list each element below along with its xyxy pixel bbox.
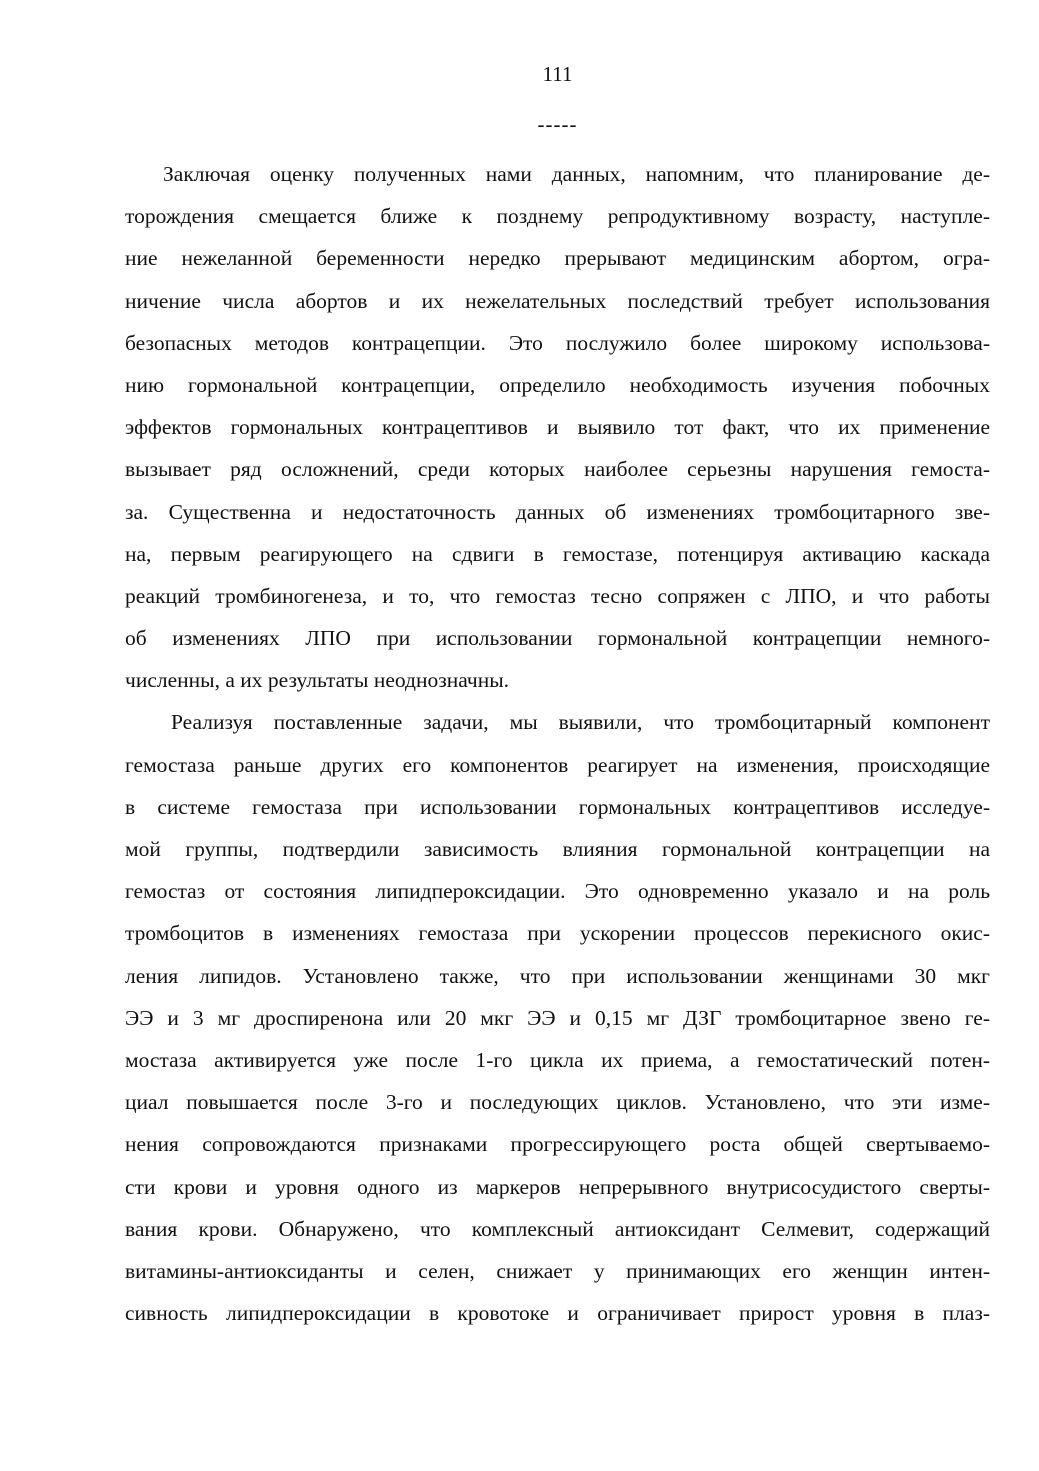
text-line: мостаза активируется уже после 1-го цикла их приема, а гемостатический потен- [125, 1047, 990, 1072]
text-line: Заключая оценку полученных нами данных, напомним, что планирование де- [163, 162, 990, 186]
text-line: ЭЭ и 3 мг дроспиренона или 20 мкг ЭЭ и 0,15 мг ДЗГ тромбоцитарное звено ге- [125, 1005, 990, 1030]
body-text [125, 153, 990, 1334]
text-line: сивность липидпероксидации в кровотоке и ограничивает прирост уровня в плаз- [125, 1301, 990, 1326]
text-line: нию гормональной контрацепции, определило необходимость изучения побочных [125, 372, 990, 397]
text-line: Реализуя поставленные задачи, мы выявили, что тромбоцитарный компонент [171, 710, 990, 735]
text-line: вания крови. Обнаружено, что комплексный антиоксидант Селмевит, содержащий [125, 1216, 990, 1241]
paragraph-2 [125, 701, 990, 1334]
text-line: витамины-антиоксиданты и селен, снижает у принимающих его женщин интен- [125, 1258, 990, 1283]
page-number: 111 [542, 62, 573, 86]
text-line: на, первым реагирующего на сдвиги в гемостазе, потенцируя активацию каскада [125, 541, 990, 566]
text-line: безопасных методов контрацепции. Это послужило более широкому использова- [125, 330, 990, 355]
text-line: ние нежеланной беременности нередко прерывают медицинским абортом, огра- [125, 246, 990, 271]
text-line: сти крови и уровня одного из маркеров непрерывного внутрисосудистого сверты- [125, 1174, 990, 1199]
text-line: численны, а их результаты неоднозначны. [125, 668, 510, 693]
paragraph-1 [125, 153, 990, 701]
text-line: реакций тромбиногенеза, и то, что гемостаз тесно сопряжен с ЛПО, и что работы [125, 583, 990, 608]
text-line: эффектов гормональных контрацептивов и выявило тот факт, что их применение [125, 415, 990, 440]
text-line: мой группы, подтвердили зависимость влияния гормональной контрацепции на [125, 837, 990, 861]
text-line: вызывает ряд осложнений, среди которых наиболее серьезны нарушения гемоста- [125, 457, 990, 482]
text-line: за. Существенна и недостаточность данных об изменениях тромбоцитарного зве- [125, 499, 990, 524]
text-line: гемостаза раньше других его компонентов реагирует на изменения, происходящие [125, 752, 990, 777]
text-line: ничение числа абортов и их нежелательных последствий требует использования [125, 288, 990, 313]
text-line: торождения смещается ближе к позднему репродуктивному возрасту, наступле- [125, 204, 990, 229]
text-line: гемостаз от состояния липидпероксидации. Это одновременно указало и на роль [125, 879, 990, 904]
text-line: тромбоцитов в изменениях гемостаза при ускорении процессов перекисного окис- [125, 921, 990, 946]
text-line: об изменениях ЛПО при использовании гормональной контрацепции немного- [125, 626, 990, 651]
text-line: ления липидов. Установлено также, что при использовании женщинами 30 мкг [125, 963, 990, 988]
text-line: в системе гемостаза при использовании гормональных контрацептивов исследуе- [125, 794, 990, 819]
text-line: циал повышается после 3-го и последующих циклов. Установлено, что эти изме- [125, 1090, 990, 1115]
text-line: нения сопровождаются признаками прогрессирующего роста общей свертываемо- [125, 1132, 990, 1157]
separator: ----- [537, 112, 578, 136]
